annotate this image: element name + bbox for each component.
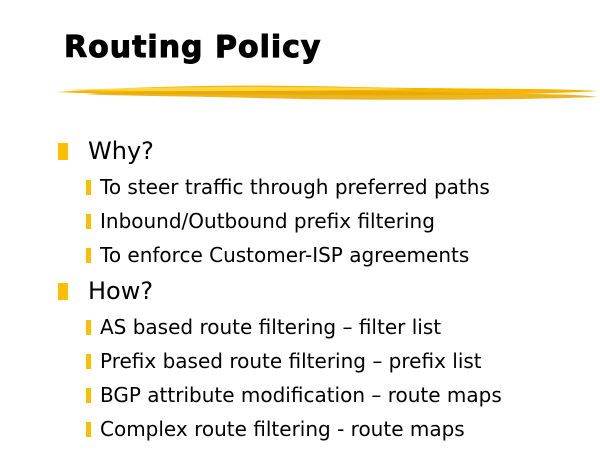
bullet-item-how: [58, 276, 153, 306]
bar-bullet-icon: [86, 422, 91, 437]
bar-bullet-icon: [86, 248, 91, 263]
bullet-text: To steer traffic through preferred paths: [100, 175, 490, 199]
bar-bullet-icon: [86, 180, 91, 195]
bullet-text: Inbound/Outbound prefix filtering: [100, 209, 435, 233]
brush-stroke-divider: [55, 80, 600, 104]
bullet-item: [86, 416, 465, 443]
bullet-text: How?: [88, 277, 154, 305]
bar-bullet-icon: [86, 354, 91, 369]
bar-bullet-icon: [86, 320, 91, 335]
bullet-item: [86, 242, 469, 269]
bullet-item: [86, 208, 435, 235]
bullet-text: BGP attribute modification – route maps: [100, 383, 502, 407]
bullet-text: Complex route filtering - route maps: [100, 417, 465, 441]
square-bullet-icon: [58, 143, 68, 160]
bullet-text: Prefix based route filtering – prefix list: [100, 349, 482, 373]
bullet-text: To enforce Customer-ISP agreements: [100, 243, 470, 267]
slide-title: Routing Policy: [64, 30, 322, 65]
bullet-item: [86, 174, 490, 201]
square-bullet-icon: [58, 283, 68, 300]
bullet-item: [86, 348, 482, 375]
bullet-text: Why?: [88, 137, 154, 165]
bullet-text: AS based route filtering – filter list: [100, 315, 442, 339]
bar-bullet-icon: [86, 388, 91, 403]
bullet-item: [86, 382, 502, 409]
bar-bullet-icon: [86, 214, 91, 229]
bullet-item: [86, 314, 441, 341]
bullet-item-why: [58, 136, 154, 166]
